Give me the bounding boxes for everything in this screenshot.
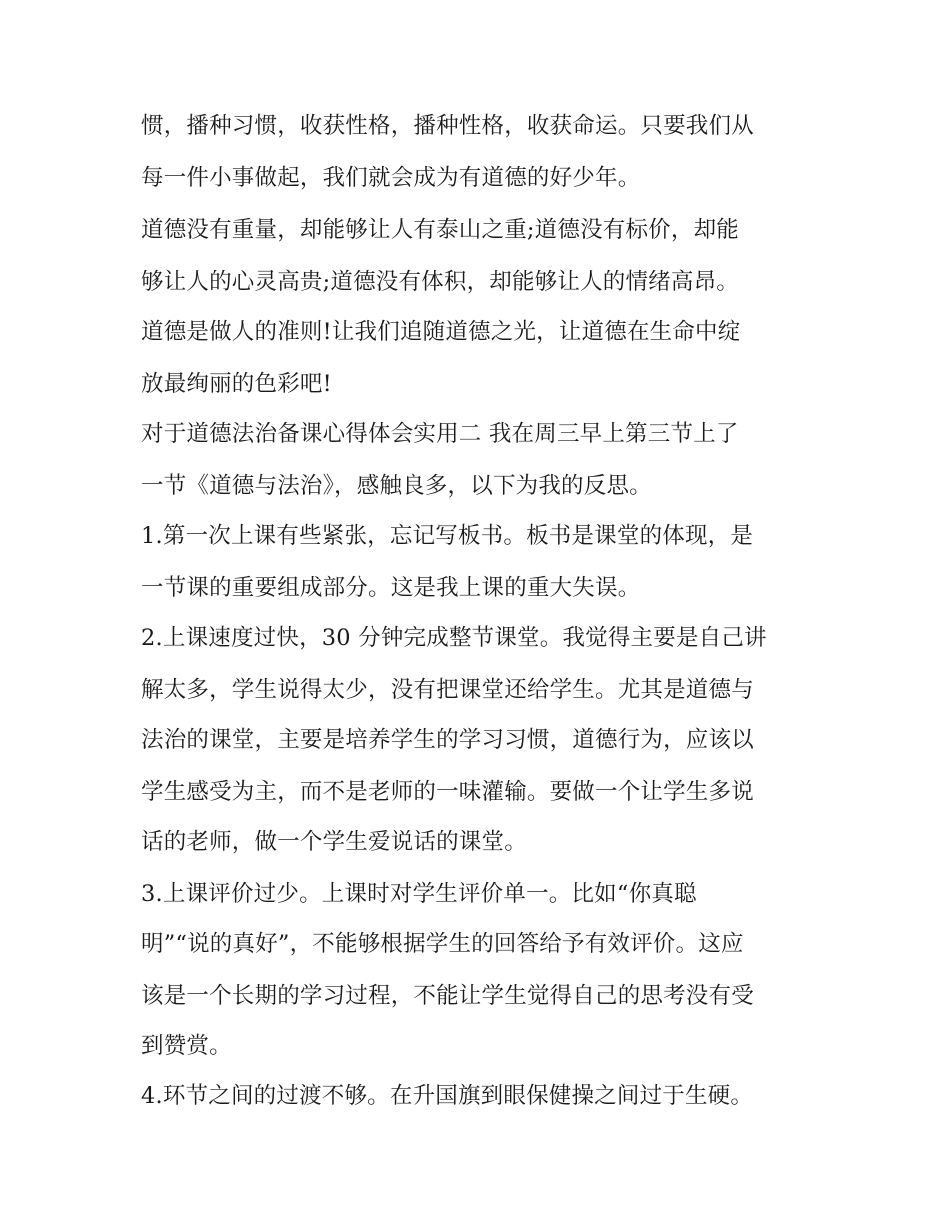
text-line: 放最绚丽的色彩吧! (141, 371, 332, 397)
text-line: 一节课的重要组成部分。这是我上课的重大失误。 (141, 575, 641, 601)
text-line: 惯，播种习惯，收获性格，播种性格，收获命运。只要我们从 (141, 113, 754, 139)
text-line: 4.环节之间的过渡不够。在升国旗到眼保健操之间过于生硬。 (141, 1083, 754, 1109)
text-line: 一节《道德与法治》，感触良多，以下为我的反思。 (141, 473, 652, 499)
text-line: 够让人的心灵高贵;道德没有体积，却能够让人的情绪高昂。 (141, 269, 739, 295)
text-line: 到赞赏。 (141, 1033, 232, 1059)
text-line: 道德是做人的准则!让我们追随道德之光，让道德在生命中绽 (141, 319, 741, 345)
text-line: 3.上课评价过少。上课时对学生评价单一。比如“你真聪 (141, 881, 697, 907)
text-line: 1.第一次上课有些紧张，忘记写板书。板书是课堂的体现，是 (141, 523, 754, 549)
text-line: 话的老师，做一个学生爱说话的课堂。 (141, 829, 527, 855)
text-line: 解太多，学生说得太少，没有把课堂还给学生。尤其是道德与 (141, 677, 754, 703)
text-line: 法治的课堂，主要是培养学生的学习习惯，道德行为，应该以 (141, 727, 754, 753)
text-line: 该是一个长期的学习过程，不能让学生觉得自己的思考没有受 (141, 983, 754, 1009)
text-line: 对于道德法治备课心得体会实用二 我在周三早上第三节上了 (141, 421, 739, 447)
text-line: 2.上课速度过快，30 分钟完成整节课堂。我觉得主要是自己讲 (141, 625, 767, 651)
text-line: 明”“说的真好”，不能够根据学生的回答给予有效评价。这应 (141, 931, 744, 957)
text-line: 道德没有重量，却能够让人有泰山之重;道德没有标价，却能 (141, 217, 739, 243)
text-line: 每一件小事做起，我们就会成为有道德的好少年。 (141, 165, 641, 191)
text-line: 学生感受为主，而不是老师的一味灌输。要做一个让学生多说 (141, 779, 754, 805)
